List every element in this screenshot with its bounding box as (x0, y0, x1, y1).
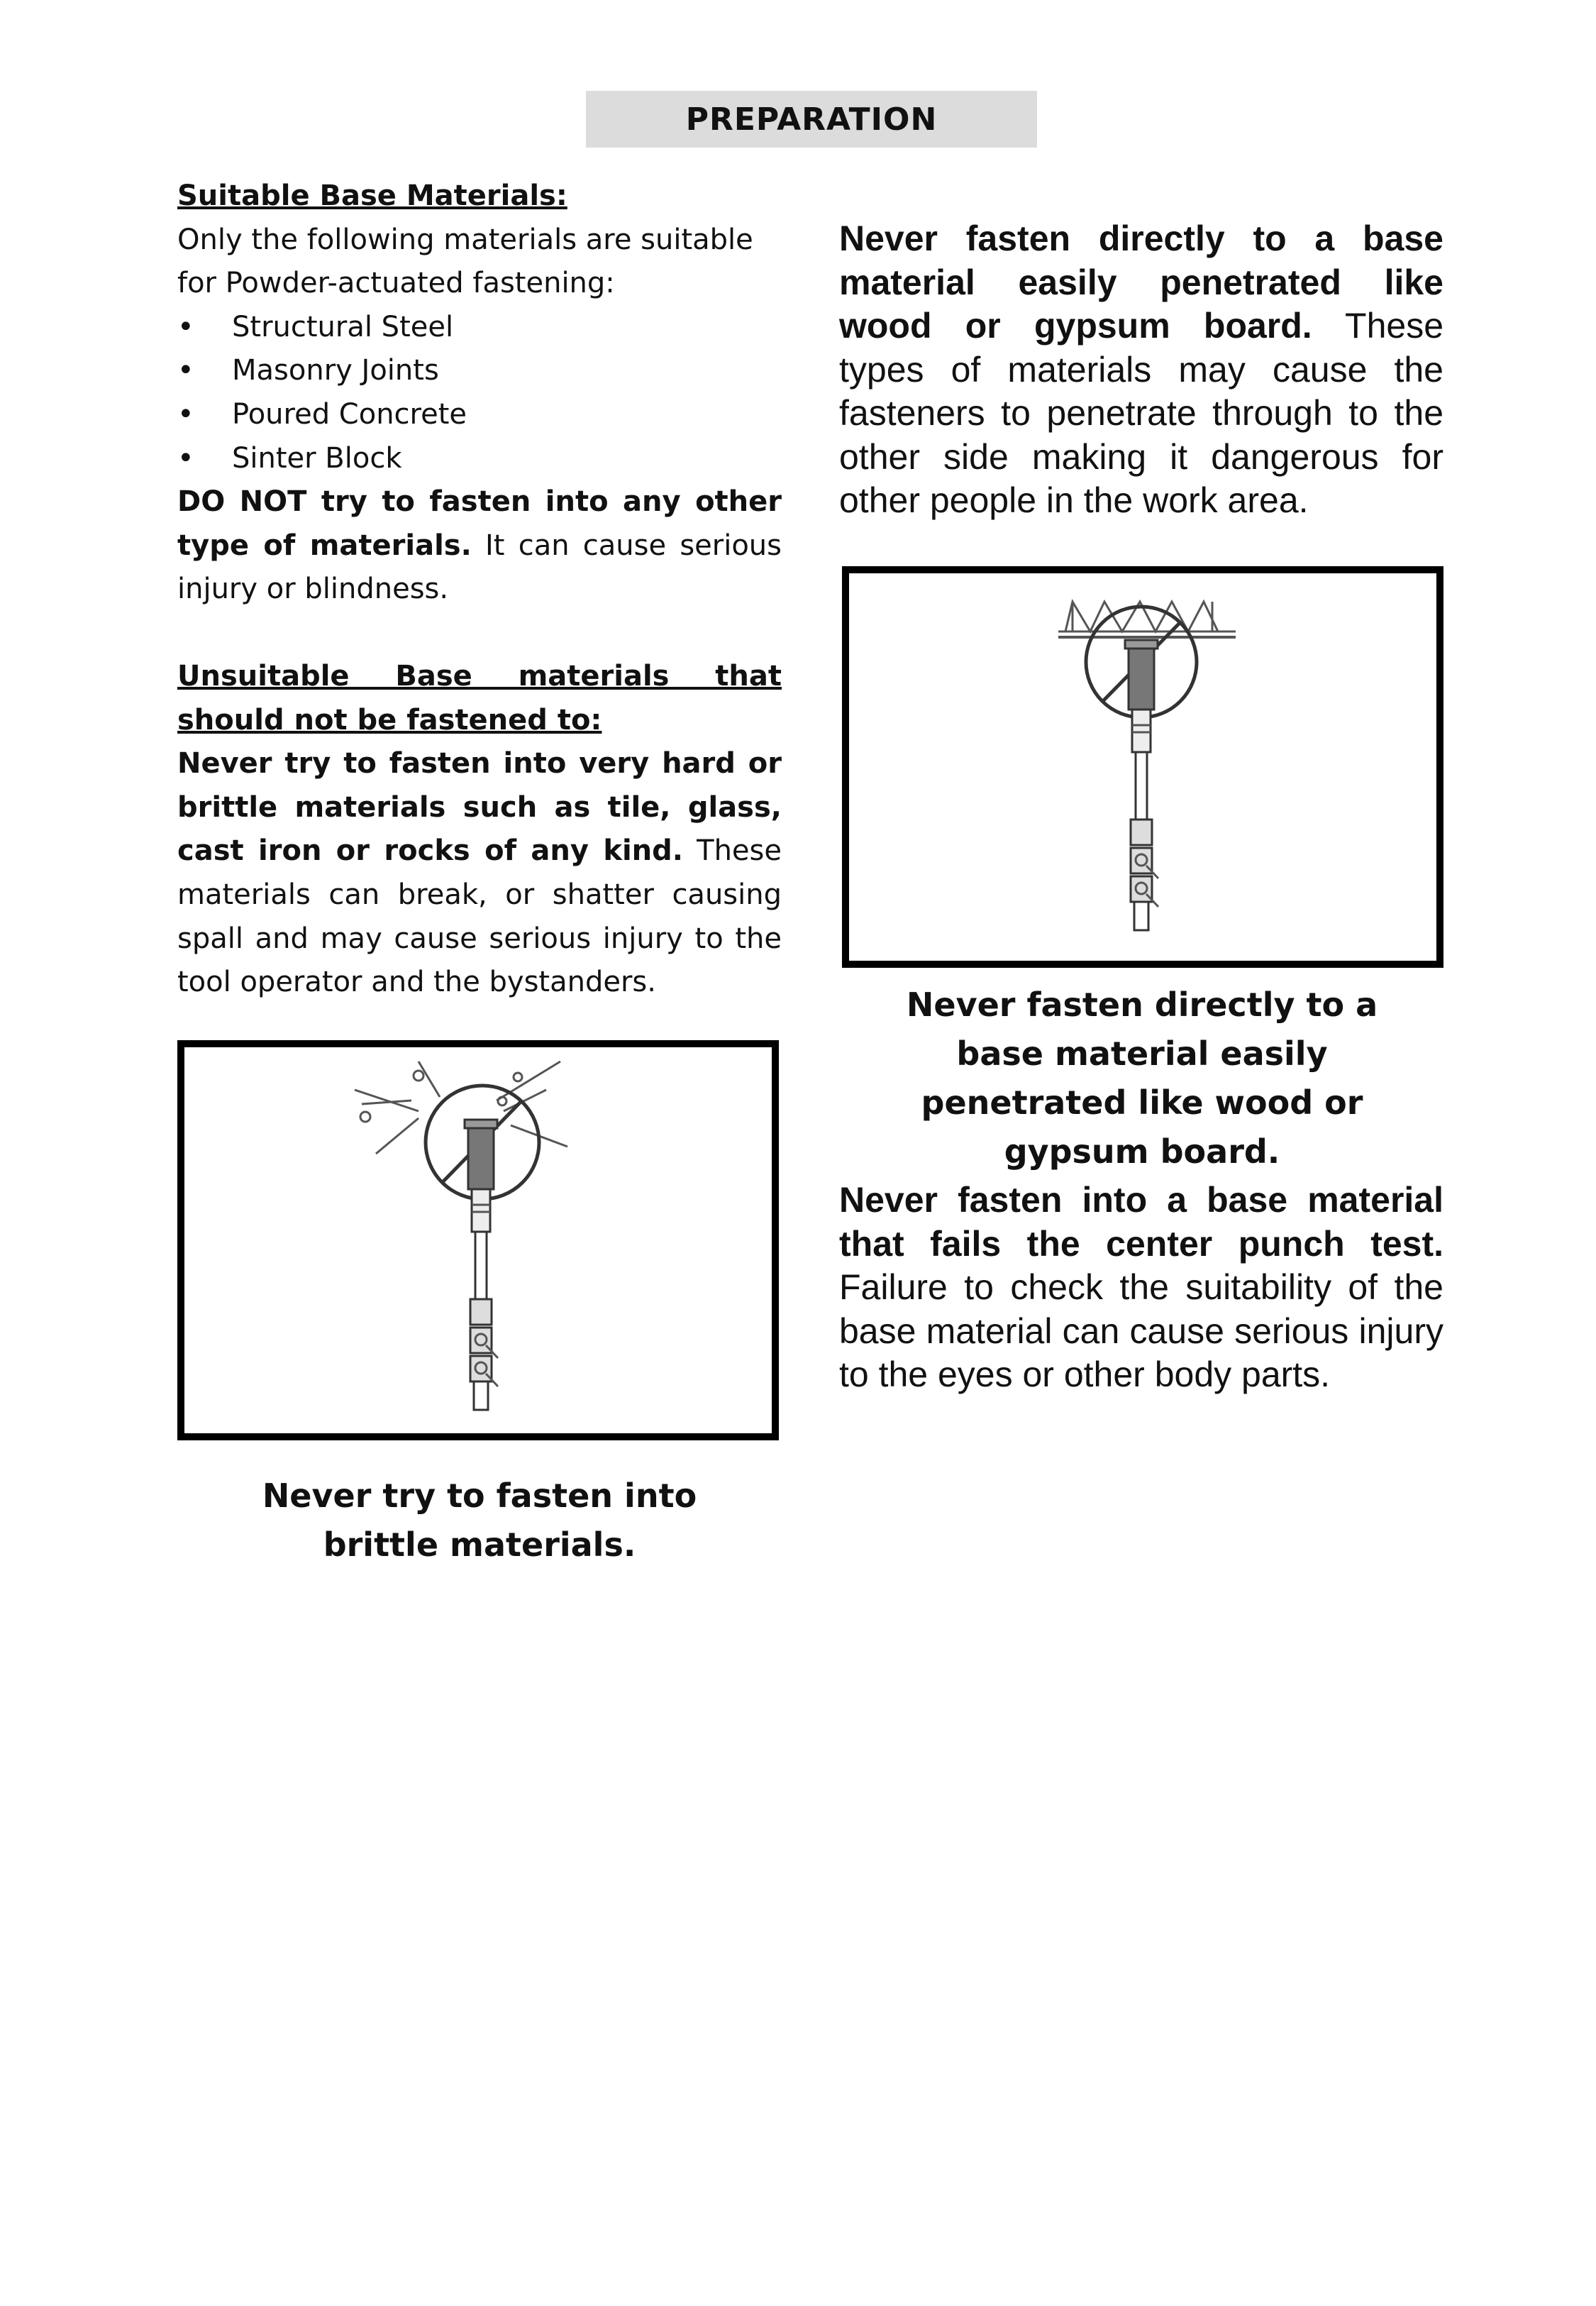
right-column (839, 217, 1443, 523)
fastening-tool-brittle-icon (184, 1047, 772, 1433)
warning-rest: It can cause serious injury or blindness. (177, 529, 782, 606)
brittle-figure-caption: Never try to fasten into brittle materials. (262, 1477, 697, 1564)
list-item: • Sinter Block (177, 437, 782, 481)
suitable-list (177, 306, 782, 480)
warning-paragraph (177, 480, 782, 612)
left-column (177, 175, 782, 1005)
suitable-intro: Only the following materials are suitable for Powder-actuated fastening: (177, 223, 753, 300)
punch-paragraph (839, 1179, 1443, 1397)
list-item: • Poured Concrete (177, 393, 782, 437)
wood-figure-caption: Never fasten directly to a base material easily penetrated like wood or gypsum board. (906, 986, 1378, 1171)
unsuitable-paragraph (177, 742, 782, 1005)
warning-bold: DO NOT try to fasten into any other type of materials. (177, 485, 782, 562)
suitable-heading: Suitable Base Materials: (177, 180, 567, 212)
wood-gypsum-figure (842, 566, 1443, 968)
list-item: • Masonry Joints (177, 349, 782, 393)
punch-test-block (839, 1179, 1443, 1397)
wood-paragraph (839, 217, 1443, 523)
punch-bold: Never fasten into a base material that fails the center punch test. (839, 1180, 1443, 1264)
section-title: PREPARATION (685, 101, 938, 138)
wood-rest: These types of materials may cause the fasteners to penetrate through to the other side making it dangerous for other people in the work area. (839, 306, 1443, 520)
list-item: • Structural Steel (177, 306, 782, 350)
brittle-material-figure (177, 1040, 779, 1440)
punch-rest: Failure to check the suitability of the base material can cause serious injury to the eyes or other body parts. (839, 1267, 1443, 1394)
fastening-tool-wood-icon (849, 573, 1436, 961)
unsuitable-heading: Unsuitable Base materials that should not be fastened to: (177, 659, 782, 737)
wood-bold: Never fasten directly to a base material easily penetrated like wood or gypsum board. (839, 219, 1443, 346)
unsuitable-bold: Never try to fasten into very hard or brittle materials such as tile, glass, cast iron or rocks of any kind. (177, 747, 782, 868)
unsuitable-rest: These materials can break, or shatter causing spall and may cause serious injury to the tool operator and the bystanders. (177, 834, 782, 999)
section-header (586, 91, 1037, 148)
